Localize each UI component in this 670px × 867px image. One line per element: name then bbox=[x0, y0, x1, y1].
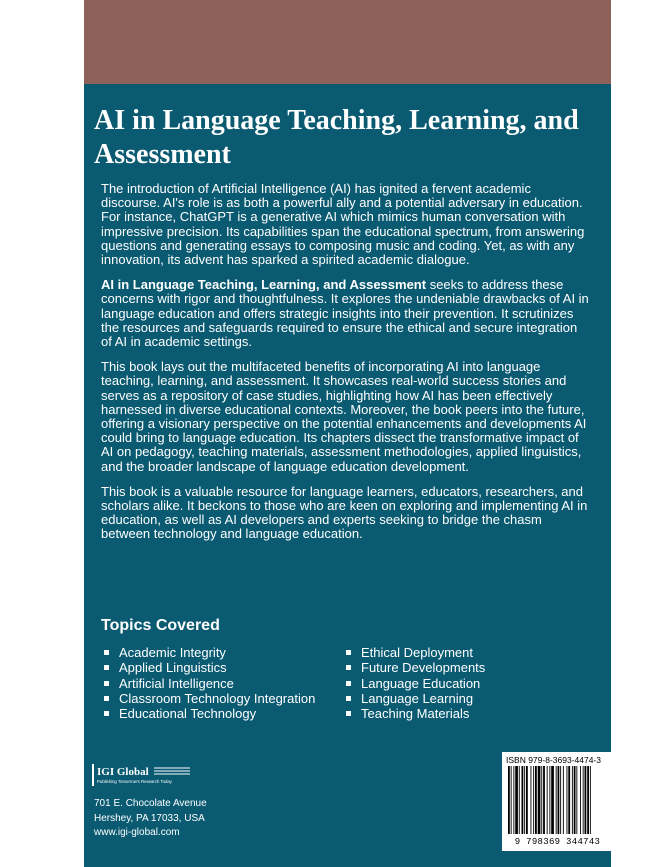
back-cover bbox=[84, 0, 611, 867]
barcode-number: 9 798369 344743 bbox=[514, 837, 601, 847]
square-bullet-icon bbox=[346, 681, 351, 686]
topics-column-2 bbox=[343, 645, 485, 721]
isbn-label: ISBN 979-8-3693-4474-3 bbox=[506, 755, 601, 765]
topic-label: Language Education bbox=[361, 675, 481, 691]
topic-label: Educational Technology bbox=[119, 706, 257, 722]
topic-item bbox=[101, 691, 343, 706]
book-title: AI in Language Teaching, Learning, and Assessment bbox=[94, 105, 579, 170]
topic-label: Language Learning bbox=[361, 690, 474, 706]
publisher-website: www.igi-global.com bbox=[94, 827, 180, 838]
square-bullet-icon bbox=[346, 665, 351, 670]
paragraph-2-text: seeks to address these concerns with rigor and thoughtfulness. It explores the undeniable drawbacks of AI in language education and offers strategic insights into their prevention. It scrutinizes the resources and safeguards required to ensure the ethical and secure integration of AI in academic settings. bbox=[101, 277, 589, 350]
topic-label: Classroom Technology Integration bbox=[119, 690, 316, 706]
paragraph-4: This book is a valuable resource for language learners, educators, researchers, and scholars alike. It beckons to those who are keen on exploring and implementing AI in education, as well as AI developers and experts seeking to bridge the chasm between technology and language education. bbox=[101, 483, 588, 542]
square-bullet-icon bbox=[104, 696, 109, 701]
topic-item bbox=[343, 691, 485, 706]
igi-global-logo bbox=[92, 764, 192, 786]
square-bullet-icon bbox=[346, 711, 351, 716]
square-bullet-icon bbox=[104, 681, 109, 686]
publisher-address bbox=[94, 797, 207, 841]
topics-column-1 bbox=[101, 645, 343, 721]
square-bullet-icon bbox=[346, 696, 351, 701]
topic-label: Future Developments bbox=[361, 660, 486, 676]
topic-item bbox=[343, 660, 485, 675]
topic-label: Applied Linguistics bbox=[119, 660, 227, 676]
address-street: 701 E. Chocolate Avenue bbox=[94, 798, 207, 809]
logo-tagline: Publishing Tomorrow's Research Today bbox=[97, 779, 172, 784]
barcode-icon bbox=[504, 766, 611, 836]
description bbox=[101, 182, 591, 553]
paragraph-2-bold-title: AI in Language Teaching, Learning, and Assessment bbox=[101, 277, 427, 293]
topic-item bbox=[101, 676, 343, 691]
topic-item bbox=[343, 706, 485, 721]
logo-name: IGI Global bbox=[97, 766, 149, 778]
paragraph-2 bbox=[101, 278, 591, 349]
topic-item bbox=[343, 645, 485, 660]
square-bullet-icon bbox=[104, 711, 109, 716]
square-bullet-icon bbox=[346, 650, 351, 655]
topic-label: Teaching Materials bbox=[361, 706, 470, 722]
topic-item bbox=[101, 645, 343, 660]
topic-label: Ethical Deployment bbox=[361, 645, 473, 660]
topics-heading: Topics Covered bbox=[101, 617, 220, 634]
square-bullet-icon bbox=[104, 665, 109, 670]
topic-item bbox=[343, 676, 485, 691]
topic-label: Artificial Intelligence bbox=[119, 675, 234, 691]
square-bullet-icon bbox=[104, 650, 109, 655]
address-city: Hershey, PA 17033, USA bbox=[94, 812, 205, 824]
topics-list bbox=[101, 645, 591, 721]
top-color-band bbox=[84, 0, 611, 84]
isbn-barcode bbox=[502, 752, 613, 851]
paragraph-1: The introduction of Artificial Intelligence (AI) has ignited a fervent academic discourse. AI's role is as both a powerful ally and a potential adversary in education. For instance, ChatGPT is a generative AI which mimics human conversation with impressive precision. Its capabilities span the educational spectrum, from answering questions and generating essays to composing music and coding. Yet, as with any innovation, its advent has sparked a spirited academic dialogue. bbox=[101, 181, 585, 268]
paragraph-3: This book lays out the multifaceted benefits of incorporating AI into language teaching, learning, and assessment. It showcases real-world success stories and serves as a repository of case studies, highlighting how AI has been effectively harnessed in diverse educational contexts. Moreover, the book peers into the future, offering a visionary perspective on the potential enhancements and developments AI could bring to language education. Its chapters dissect the transformative impact of AI on pedagogy, teaching materials, assessment methodologies, applied linguistics, and the broader landscape of language education development. bbox=[101, 359, 587, 474]
topic-item bbox=[101, 706, 343, 721]
topic-label: Academic Integrity bbox=[119, 645, 226, 660]
topic-item bbox=[101, 660, 343, 675]
